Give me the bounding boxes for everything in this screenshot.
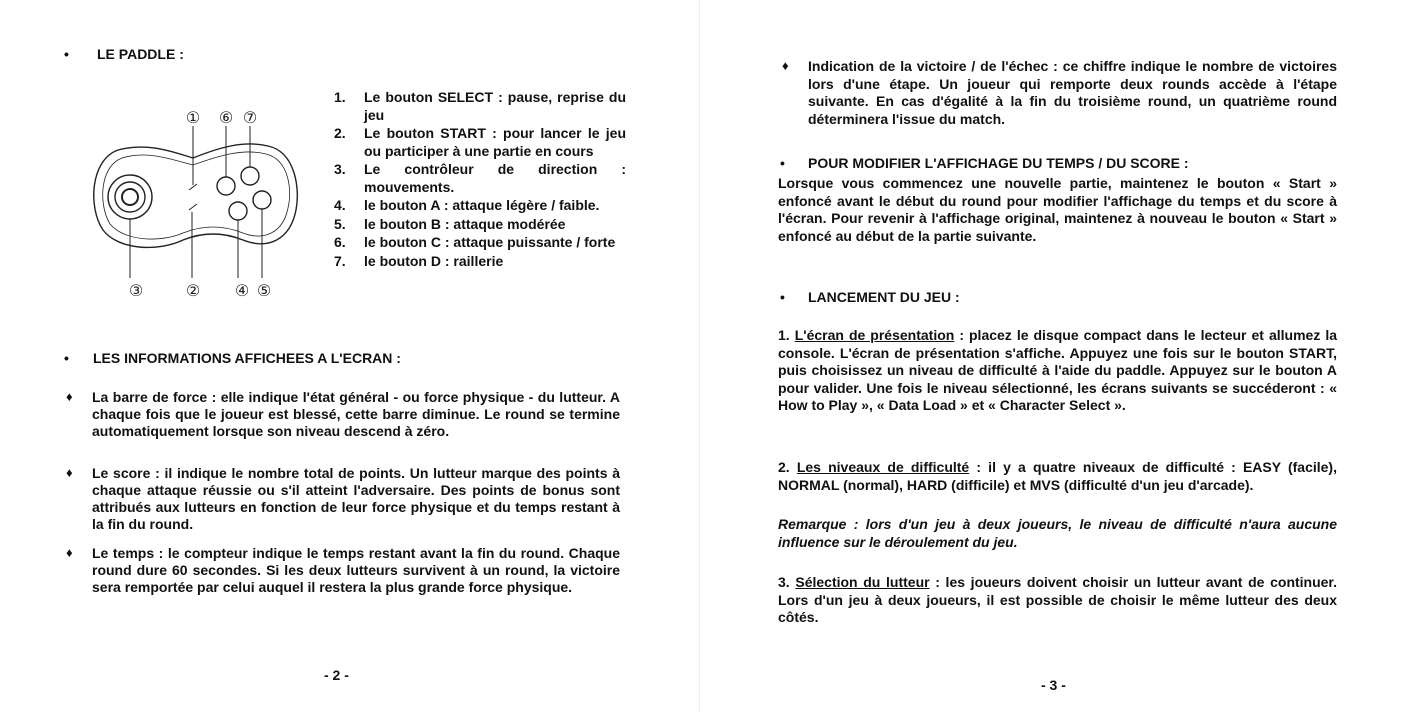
item-number: 5. (334, 215, 346, 232)
diamond-bullet: ♦ (66, 465, 73, 480)
item-number: 6. (334, 234, 346, 250)
step-number: 2. (778, 459, 790, 475)
item-number: 2. (334, 125, 346, 141)
step-title: Sélection du lutteur (795, 574, 930, 590)
diamond-bullet: ♦ (66, 545, 73, 560)
item-text: le bouton B : attaque modérée (364, 215, 566, 232)
callout-2: ② (185, 281, 201, 300)
item-number: 7. (334, 252, 346, 269)
step-number: 3. (778, 574, 790, 590)
step-title: L'écran de présentation (794, 327, 955, 343)
step-title: Les niveaux de difficulté (796, 459, 970, 475)
step-text: : placez le disque compact dans le lecteur et allumez la console. L'écran de présentation s'affiche. Appuyez une fois sur le bouton START, puis choisissez un niveau de difficulté à l'aide du paddle. Appuyez sur le bouton A pour valider. Une fois le niveau sélectionné, les écrans suivants se succéderont : « How to Play », « Data Load » et « Character Select ». (778, 327, 1338, 413)
modify-heading: POUR MODIFIER L'AFFICHAGE DU TEMPS / DU SCORE : (808, 155, 1189, 171)
diamond-bullet: ♦ (66, 389, 73, 404)
item-number: 3. (334, 161, 346, 177)
left-page (0, 0, 700, 712)
list-item (334, 234, 626, 252)
step-text: : les joueurs doivent choisir un lutteur avant de continuer. Lors d'un jeu à deux joueurs, il est possible de choisir le même lutteur des deux côtés. (778, 574, 1338, 625)
list-item (334, 216, 626, 234)
time-paragraph: Le temps : le compteur indique le temps restant avant la fin du round. Chaque round dure 60 secondes. Si les deux lutteurs survivent à un round, la victoire sera remportée par celui auquel il restera la plus grande force physique. (92, 545, 620, 595)
item-number: 1. (334, 89, 346, 105)
item-text: le bouton A : attaque légère / faible. (364, 197, 600, 213)
item-text: Le bouton START : pour lancer le jeu ou participer à une partie en cours (364, 125, 626, 159)
force-bar-paragraph: La barre de force : elle indique l'état général - ou force physique - du lutteur. A chaque fois que le joueur est blessé, cette barre diminue. Le round se termine automatiquement lorsque son niveau descend à zéro. (92, 389, 620, 439)
callout-4: ④ (234, 281, 250, 300)
bullet-dot: • (780, 155, 785, 171)
item-text: le bouton D : raillerie (364, 252, 504, 269)
diamond-bullet: ♦ (782, 58, 789, 73)
step-2-paragraph (778, 459, 1337, 494)
callout-6: ⑥ (218, 108, 234, 127)
list-item (334, 89, 626, 124)
list-item (334, 161, 626, 196)
step-1-paragraph (778, 327, 1337, 415)
item-number: 4. (334, 197, 346, 213)
launch-heading: LANCEMENT DU JEU : (808, 289, 960, 305)
list-item (334, 253, 626, 271)
step-number: 1. (778, 327, 790, 343)
callout-1: ① (185, 108, 201, 127)
list-item (334, 197, 626, 215)
callout-5: ⑤ (256, 281, 272, 300)
step-text: : il y a quatre niveaux de difficulté : EASY (facile), NORMAL (normal), HARD (difficile) et MVS (difficulté d'un jeu d'arcade). (778, 459, 1337, 493)
victory-paragraph: Indication de la victoire / de l'échec : ce chiffre indique le nombre de victoires lors d'une étape. Un joueur qui remporte deux rounds accède à l'étape suivante. En cas d'égalité à la fin du troisième round, un quatrième round déterminera l'issue du match. (808, 58, 1337, 127)
controller-diagram (78, 100, 328, 305)
page-number: - 2 - (324, 667, 349, 683)
score-paragraph: Le score : il indique le nombre total de points. Un lutteur marque des points à chaque attaque réussie ou s'il atteint l'adversaire. Des points de bonus sont attribués aux lutteurs en fonction de leur force physique et du temps restant à la fin du round. (92, 465, 620, 532)
item-text: le bouton C : attaque puissante / forte (364, 234, 616, 250)
callout-3: ③ (128, 281, 144, 300)
bullet-dot: • (64, 46, 69, 62)
callout-7: ⑦ (242, 108, 258, 127)
modify-paragraph: Lorsque vous commencez une nouvelle partie, maintenez le bouton « Start » enfoncé avant le début du round pour modifier l'affichage du temps et du score à l'écran. Pour revenir à l'affichage original, maintenez à nouveau le bouton « Start » enfoncé au début de la partie suivante. (778, 175, 1337, 244)
item-text: Le contrôleur de direction : mouvements. (364, 161, 626, 195)
bullet-dot: • (64, 350, 69, 366)
right-page (700, 0, 1402, 712)
step-3-paragraph (778, 574, 1337, 627)
info-heading: LES INFORMATIONS AFFICHEES A L'ECRAN : (93, 350, 401, 366)
list-item (334, 125, 626, 160)
controls-list (334, 89, 626, 271)
item-text: Le bouton SELECT : pause, reprise du jeu (364, 89, 626, 123)
page-number: - 3 - (1041, 677, 1066, 693)
paddle-heading: LE PADDLE : (97, 46, 184, 62)
bullet-dot: • (780, 289, 785, 305)
remark-paragraph: Remarque : lors d'un jeu à deux joueurs, le niveau de difficulté n'aura aucune influence sur le déroulement du jeu. (778, 516, 1337, 550)
